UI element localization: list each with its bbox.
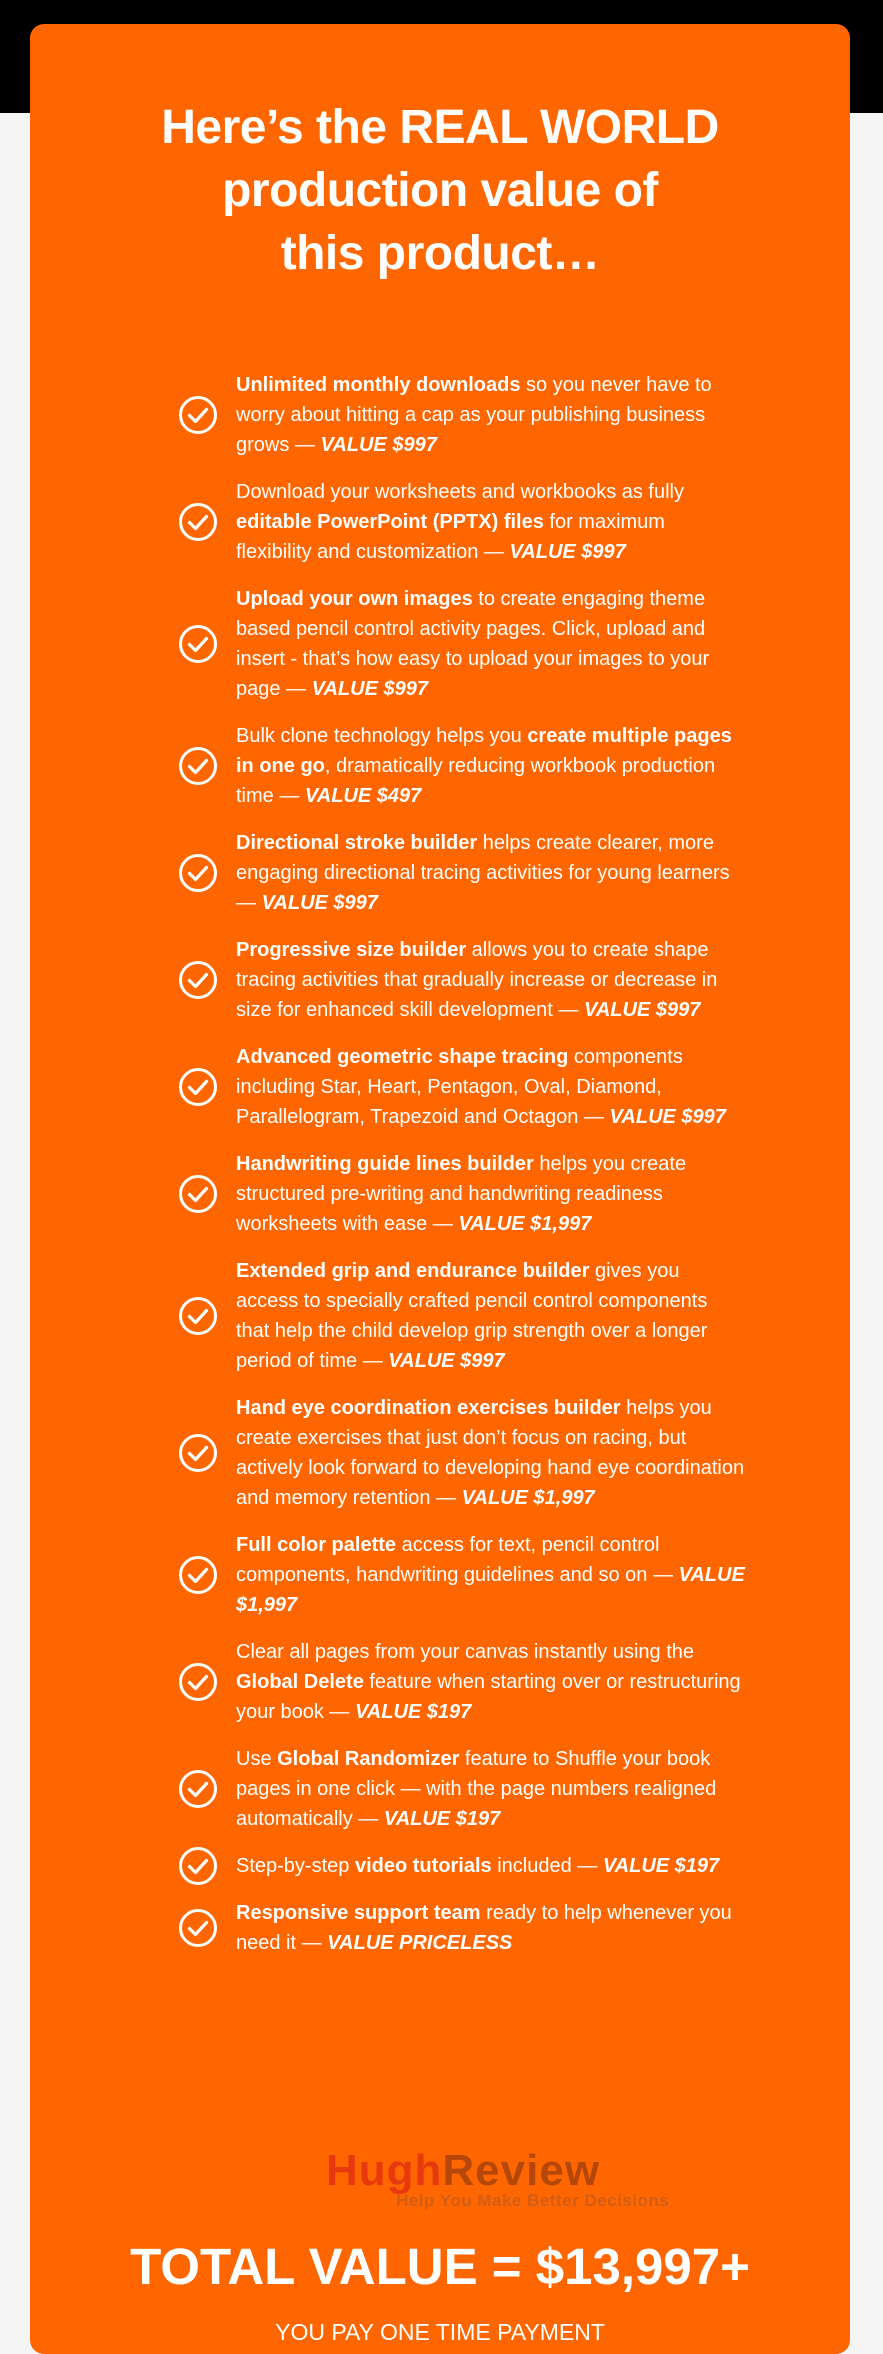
feature-item [30, 1149, 850, 1239]
feature-value: VALUE $997 [320, 434, 437, 456]
feature-item [30, 1256, 850, 1376]
feature-copy: Clear all pages from your canvas instantly using the [236, 1641, 695, 1663]
feature-value: VALUE $997 [509, 541, 626, 563]
feature-highlight: Full color palette [236, 1534, 397, 1556]
check-circle-icon [178, 1433, 218, 1473]
feature-value: VALUE $1,997 [458, 1213, 592, 1235]
check-circle-icon [178, 1846, 218, 1886]
feature-item [30, 584, 850, 704]
feature-copy: Download your worksheets and workbooks as fully [236, 481, 684, 503]
feature-text [236, 1851, 745, 1881]
feature-value: VALUE $997 [388, 1350, 505, 1372]
feature-item [30, 1851, 850, 1881]
feature-text [236, 1898, 745, 1958]
feature-text [236, 721, 745, 811]
feature-highlight: Upload your own images [236, 588, 473, 610]
watermark-brand-b: Review [442, 2146, 601, 2195]
feature-text [236, 1393, 745, 1513]
feature-text [236, 1637, 745, 1727]
feature-copy: to create engaging theme based pencil control activity pages. Click, upload and insert - that’s how easy to upload your images to your page — [236, 588, 710, 700]
check-circle-icon [178, 502, 218, 542]
headline-line: production value of [222, 164, 658, 217]
feature-text [236, 1042, 745, 1132]
headline-line: Here’s the REAL WORLD [161, 101, 719, 154]
check-circle-icon [178, 1174, 218, 1214]
feature-text [236, 370, 745, 460]
check-circle-icon [178, 1908, 218, 1948]
feature-item [30, 828, 850, 918]
feature-copy: helps create clearer, more engaging directional tracing activities for young learners — [236, 832, 730, 914]
feature-copy: so you never have to worry about hitting a cap as your publishing business grows — [236, 374, 712, 456]
watermark-logo [326, 2146, 600, 2196]
feature-text [236, 477, 745, 567]
feature-highlight: create multiple pages in one go [236, 725, 732, 777]
feature-copy: for maximum flexibility and customization — [236, 511, 665, 563]
feature-text [236, 1256, 745, 1376]
feature-text [236, 1149, 745, 1239]
feature-highlight: Hand eye coordination exercises builder [236, 1397, 621, 1419]
feature-text [236, 1744, 745, 1834]
feature-value: VALUE $197 [354, 1701, 472, 1723]
feature-item [30, 1898, 850, 1958]
feature-value: VALUE $197 [383, 1808, 501, 1830]
feature-copy: included — [491, 1855, 603, 1877]
feature-value: VALUE $497 [304, 785, 422, 807]
check-circle-icon [178, 395, 218, 435]
check-circle-icon [178, 960, 218, 1000]
feature-copy: Use [236, 1748, 278, 1770]
feature-item [30, 1393, 850, 1513]
watermark-brand-a: Hugh [326, 2146, 443, 2195]
feature-highlight: Unlimited monthly downloads [236, 374, 521, 396]
feature-copy: helps you create structured pre-writing and handwriting readiness worksheets with ease — [236, 1153, 687, 1235]
feature-highlight: video tutorials [354, 1855, 492, 1877]
feature-highlight: Global Delete [236, 1671, 364, 1693]
feature-item [30, 935, 850, 1025]
feature-item [30, 721, 850, 811]
check-circle-icon [178, 1555, 218, 1595]
feature-text [236, 584, 745, 704]
feature-item [30, 1530, 850, 1620]
feature-copy: allows you to create shape tracing activities that gradually increase or decrease in size for enhanced skill development — [236, 939, 718, 1021]
feature-copy: gives you access to specially crafted pencil control components that help the child develop grip strength over a longer period of time — [236, 1260, 708, 1372]
feature-text [236, 935, 745, 1025]
feature-value: VALUE $197 [602, 1855, 720, 1877]
feature-highlight: editable PowerPoint (PPTX) files [236, 511, 544, 533]
feature-value: VALUE $997 [583, 999, 701, 1021]
feature-item [30, 1744, 850, 1834]
check-circle-icon [178, 624, 218, 664]
feature-text [236, 828, 745, 918]
check-circle-icon [178, 853, 218, 893]
check-circle-icon [178, 746, 218, 786]
feature-item [30, 1637, 850, 1727]
headline [30, 96, 850, 285]
payment-note: YOU PAY ONE TIME PAYMENT [275, 2319, 605, 2345]
total-value: TOTAL VALUE = $13,997+ [130, 2238, 750, 2295]
feature-value: VALUE $997 [311, 678, 428, 700]
feature-item [30, 477, 850, 567]
feature-value: VALUE $997 [261, 892, 378, 914]
feature-highlight: Directional stroke builder [236, 832, 478, 854]
feature-highlight: Responsive support team [236, 1902, 481, 1924]
check-circle-icon [178, 1662, 218, 1702]
feature-highlight: Progressive size builder [236, 939, 467, 961]
value-card [30, 24, 850, 2354]
feature-item [30, 370, 850, 460]
check-circle-icon [178, 1067, 218, 1107]
feature-copy: Bulk clone technology helps you [236, 725, 528, 747]
feature-value: VALUE $1,997 [236, 1564, 745, 1616]
feature-item [30, 1042, 850, 1132]
feature-list [30, 370, 850, 1975]
feature-highlight: Advanced geometric shape tracing [236, 1046, 569, 1068]
watermark [296, 2146, 816, 2216]
feature-copy: helps you create exercises that just don’t focus on racing, but actively look forward to developing hand eye coordination and memory retention — [236, 1397, 745, 1509]
feature-highlight: Global Randomizer [277, 1748, 460, 1770]
feature-copy: ready to help whenever you need it — [236, 1902, 732, 1954]
feature-copy: Step-by-step [236, 1855, 355, 1877]
feature-value: VALUE PRICELESS [327, 1932, 513, 1954]
check-circle-icon [178, 1769, 218, 1809]
feature-copy: , dramatically reducing workbook production time — [236, 755, 716, 807]
feature-value: VALUE $997 [609, 1106, 726, 1128]
feature-value: VALUE $1,997 [461, 1487, 595, 1509]
feature-highlight: Handwriting guide lines builder [236, 1153, 534, 1175]
check-circle-icon [178, 1296, 218, 1336]
feature-copy: feature to Shuffle your book pages in one click — with the page numbers realigned automatically — [236, 1748, 717, 1830]
feature-copy: access for text, pencil control components, handwriting guidelines and so on — [236, 1534, 679, 1586]
feature-text [236, 1530, 745, 1620]
feature-highlight: Extended grip and endurance builder [236, 1260, 590, 1282]
feature-copy: feature when starting over or restructuring your book — [236, 1671, 741, 1723]
headline-line: this product… [280, 227, 600, 280]
feature-copy: components including Star, Heart, Pentagon, Oval, Diamond, Parallelogram, Trapezoid and Octagon — [236, 1046, 683, 1128]
watermark-tagline: Help You Make Better Decisions [396, 2191, 670, 2210]
